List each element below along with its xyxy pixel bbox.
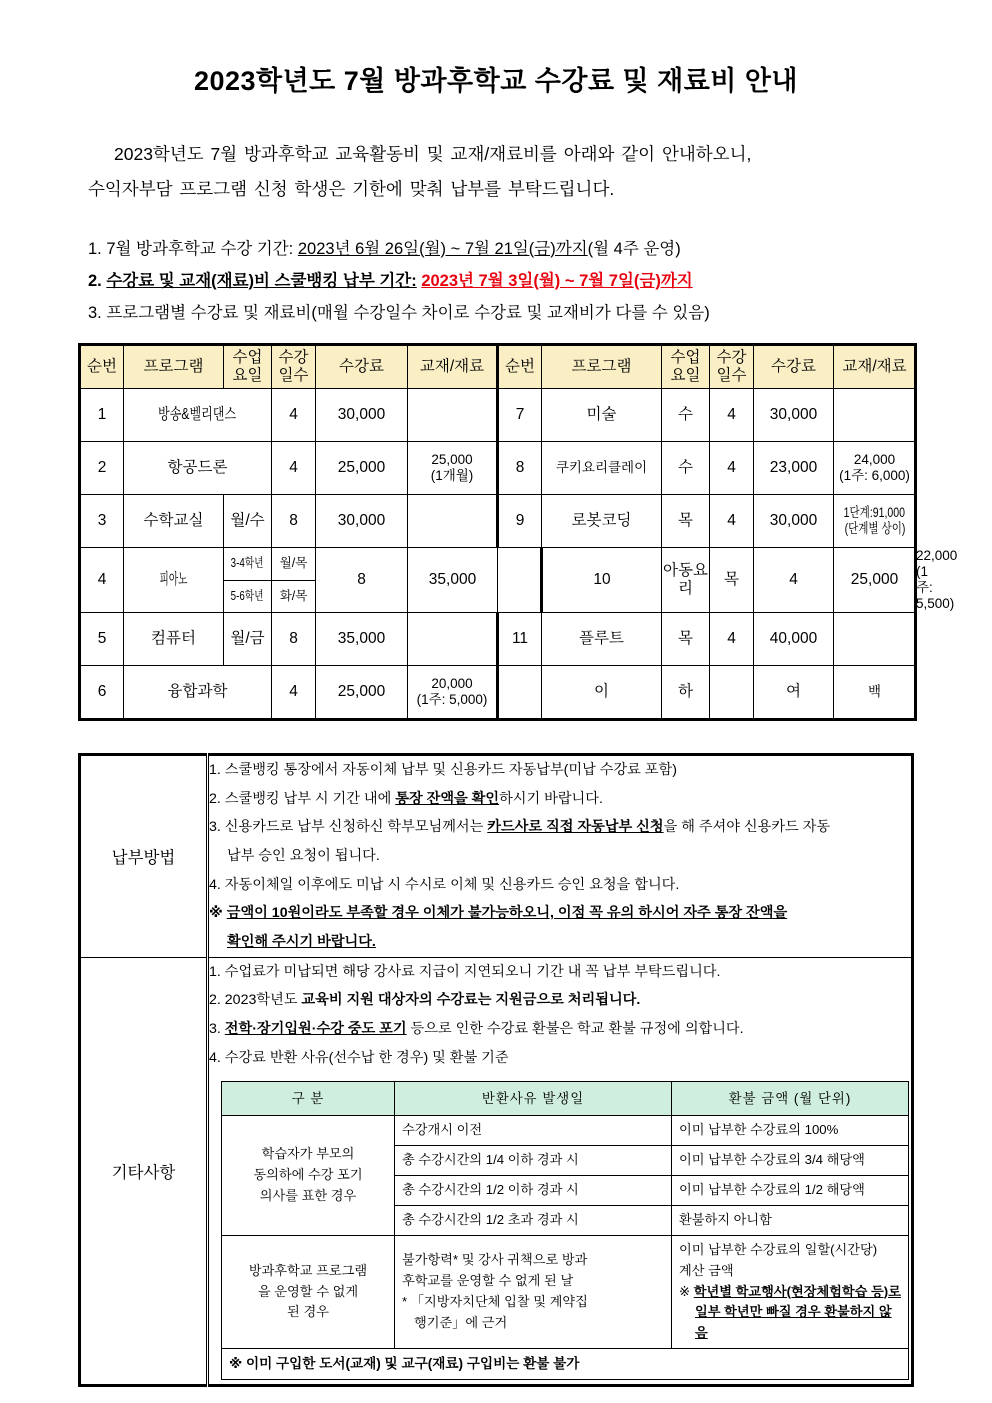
cell-grade-text: 3-4학년 [231, 556, 264, 571]
notice-2-number: 2. [88, 271, 102, 290]
table-row [80, 389, 916, 442]
payment-method-body [208, 754, 913, 957]
cell-fee: 40,000 [754, 612, 834, 665]
refund-amount-note-cont [679, 1302, 901, 1344]
table-row [80, 495, 916, 548]
cell-program: 아동요리 [662, 548, 710, 613]
header-left-day-line2: 요일 [232, 367, 263, 385]
cell-program: 이 [542, 665, 662, 719]
refund-header-row [222, 1082, 909, 1116]
fee-table-wrapper [78, 343, 958, 721]
cell-material [408, 442, 498, 495]
item-number: 2. [209, 790, 221, 807]
item-number: 3. [209, 1021, 221, 1038]
cell-count: 8 [272, 495, 316, 548]
cell-program: 수학교실 [124, 495, 224, 548]
cell-no: 10 [542, 548, 662, 613]
list-item-continuation: 납부 승인 요청이 됩니다. [227, 847, 380, 864]
list-item [209, 756, 911, 785]
cell-material [834, 442, 916, 495]
cell-no: 1 [80, 389, 124, 442]
list-item [209, 1044, 911, 1073]
cell-fee: 30,000 [316, 389, 408, 442]
refund-footnote-row [222, 1349, 909, 1379]
cell-day: 월/목 [272, 548, 316, 580]
other-matters-label: 기타사항 [80, 957, 208, 1385]
list-item [209, 871, 911, 900]
cell-day: 수 [662, 389, 710, 442]
refund-reason: 수강개시 이전 [395, 1116, 672, 1146]
refund-footnote: ※ 이미 구입한 도서(교재) 및 교구(재료) 구입비는 환불 불가 [222, 1349, 909, 1379]
item-text: 수강료 반환 사유(선수납 한 경우) 및 환불 기준 [224, 1049, 509, 1066]
cell-material: 백 [834, 665, 916, 719]
cell-material [408, 665, 498, 719]
asterisk-note-continuation [209, 928, 911, 957]
cell-material [408, 495, 498, 548]
item-text-pre: 2023학년도 [224, 992, 302, 1009]
cell-program: 항공드론 [124, 442, 272, 495]
cell-program [124, 389, 272, 442]
asterisk-icon: ※ [679, 1283, 691, 1299]
header-right-material: 교재/재료 [834, 345, 916, 389]
list-item [209, 813, 911, 842]
refund-group-label-line2: 동의하에 수강 포기 [253, 1167, 363, 1183]
cell-count: 8 [272, 612, 316, 665]
header-left-day-line1: 수업 [232, 348, 263, 366]
cell-fee: 23,000 [754, 442, 834, 495]
intro-paragraph [0, 97, 992, 205]
intro-line-2: 수익자부담 프로그램 신청 학생은 기한에 맞춰 납부를 부탁드립니다. [88, 178, 615, 199]
item-number: 1. [209, 963, 221, 980]
refund-reason-line3: * 「지방자치단체 입찰 및 계약집 [402, 1293, 588, 1309]
cell-count: 4 [710, 495, 754, 548]
notice-list [0, 206, 992, 330]
header-left-count-line2: 일수 [278, 367, 309, 385]
cell-count: 4 [272, 389, 316, 442]
notice-3-number: 3. [88, 303, 102, 322]
cell-grade [224, 548, 272, 580]
header-right-program: 프로그램 [542, 345, 662, 389]
cell-count: 8 [316, 548, 408, 613]
cell-fee: 30,000 [316, 495, 408, 548]
cell-program: 쿠키요리클레이 [542, 442, 662, 495]
notice-3-text: 프로그램별 수강료 및 재료비(매월 수강일수 차이로 수강료 및 교재비가 다를 수 있음) [106, 303, 710, 322]
intro-line-1: 2023학년도 7월 방과후학교 교육활동비 및 교재/재료비를 아래와 같이 안내하오니, [114, 144, 752, 165]
other-matters-body [208, 957, 913, 1385]
item-number: 3. [209, 819, 221, 836]
cell-no: 8 [498, 442, 542, 495]
table-row [80, 548, 916, 580]
refund-amount-line2: 계산 금액 [679, 1262, 734, 1278]
cell-material-note: (1주: 5,500) [916, 564, 955, 611]
item-text: 수업료가 미납되면 해당 강사료 지급이 지연되오니 기간 내 꼭 납부 부탁드립니다. [224, 963, 721, 980]
fee-table-header-row [80, 345, 916, 389]
table-row [80, 612, 916, 665]
cell-material [834, 612, 916, 665]
cell-material-note: (단계별 상이) [844, 521, 905, 537]
payment-method-row [80, 754, 913, 957]
item-number: 2. [209, 992, 221, 1009]
cell-material-amount: 24,000 [853, 452, 896, 468]
cell-fee: 25,000 [316, 442, 408, 495]
notice-item-3 [88, 297, 992, 329]
item-number: 1. [209, 761, 221, 778]
cell-day: 월/수 [224, 495, 272, 548]
cell-no: 4 [80, 548, 124, 613]
refund-reason: 총 수강시간의 1/4 이하 경과 시 [395, 1146, 672, 1176]
table-row [80, 665, 916, 719]
header-left-fee: 수강료 [316, 345, 408, 389]
item-text-emph: 전학·장기입원·수강 중도 포기 [224, 1021, 407, 1038]
cell-material-note: (1주: 6,000) [839, 468, 910, 484]
item-text-post: 을 해 주셔야 신용카드 자동 [663, 819, 831, 836]
item-text: 스쿨뱅킹 통장에서 자동이체 납부 및 신용카드 자동납부(미납 수강료 포함) [224, 761, 677, 778]
item-text-emph: 카드사로 직접 자동납부 신청 [487, 819, 664, 836]
refund-table-wrapper [221, 1081, 911, 1379]
refund-group-label [222, 1235, 395, 1348]
header-right-fee: 수강료 [754, 345, 834, 389]
cell-material [408, 389, 498, 442]
cell-program-text: 피아노 [159, 570, 188, 588]
notice-item-1 [88, 233, 992, 265]
cell-material [834, 495, 916, 548]
table-row [222, 1116, 909, 1146]
refund-amount-line1: 이미 납부한 수강료의 일할(시간당) [679, 1241, 878, 1257]
list-item [209, 1015, 911, 1044]
cell-grade [224, 580, 272, 612]
info-table-wrapper [78, 753, 914, 1387]
table-row [80, 442, 916, 495]
item-number: 4. [209, 876, 221, 893]
info-table [78, 753, 914, 1387]
cell-material [408, 612, 498, 665]
cell-day: 하 [662, 665, 710, 719]
cell-fee: 30,000 [754, 495, 834, 548]
refund-group-label-line1: 학습자가 부모의 [261, 1146, 355, 1162]
cell-fee: 35,000 [316, 612, 408, 665]
cell-day: 수 [662, 442, 710, 495]
refund-group-label-line3: 의사를 표한 경우 [259, 1188, 357, 1204]
list-item [209, 986, 911, 1015]
header-right-count-line2: 일수 [716, 367, 747, 385]
cell-material-amount: 1단계:91,000 [843, 505, 906, 521]
item-text-post: 등으로 인한 수강료 환불은 학교 환불 규정에 의합니다. [406, 1021, 744, 1038]
list-item [209, 958, 911, 987]
asterisk-icon: ※ [209, 905, 223, 922]
cell-grade-text: 5-6학년 [231, 588, 264, 603]
cell-material [498, 548, 542, 613]
notice-1-tail: (월 4주 운영) [587, 239, 681, 258]
cell-fee: 35,000 [408, 548, 498, 613]
notice-1-number: 1. [88, 239, 102, 258]
cell-count [710, 665, 754, 719]
cell-material-amount: 22,000 [916, 548, 958, 564]
refund-header-reason: 반환사유 발생일 [395, 1082, 672, 1116]
refund-reason: 총 수강시간의 1/2 이하 경과 시 [395, 1176, 672, 1206]
header-right-day-line1: 수업 [670, 348, 701, 366]
cell-program: 로봇코딩 [542, 495, 662, 548]
refund-group-label [222, 1116, 395, 1235]
other-matters-row [80, 957, 913, 1385]
notice-2-label: 수강료 및 교재(재료)비 스쿨뱅킹 납부 기간: [106, 271, 417, 290]
notice-2-value: 2023년 7월 3일(월) ~ 7월 7일(금)까지 [421, 271, 693, 290]
cell-no: 2 [80, 442, 124, 495]
header-right-no: 순번 [498, 345, 542, 389]
cell-count: 4 [710, 389, 754, 442]
header-left-count-line1: 수강 [278, 348, 309, 366]
cell-program: 미술 [542, 389, 662, 442]
cell-no: 5 [80, 612, 124, 665]
asterisk-note-line1: 금액이 10원이라도 부족할 경우 이체가 불가능하오니, 이점 꼭 유의 하시어 자주 통장 잔액을 [226, 905, 788, 922]
cell-no: 11 [498, 612, 542, 665]
cell-no: 9 [498, 495, 542, 548]
refund-amount: 이미 납부한 수강료의 100% [672, 1116, 909, 1146]
refund-reason-line1: 불가항력* 및 강사 귀책으로 방과 [402, 1252, 588, 1268]
header-right-day [662, 345, 710, 389]
cell-no [498, 665, 542, 719]
cell-fee: 30,000 [754, 389, 834, 442]
cell-count: 4 [710, 442, 754, 495]
cell-material [834, 389, 916, 442]
cell-material-amount: 25,000 [431, 452, 473, 468]
refund-header-division: 구 분 [222, 1082, 395, 1116]
header-left-no: 순번 [80, 345, 124, 389]
item-text-post: 하시기 바랍니다. [499, 790, 603, 807]
refund-group-label-line2: 을 운영할 수 없게 [257, 1283, 359, 1299]
header-left-count [272, 345, 316, 389]
item-text-emph: 통장 잔액을 확인 [395, 790, 500, 807]
notice-1-label: 7월 방과후학교 수강 기간: [106, 239, 294, 258]
asterisk-note [209, 899, 911, 928]
refund-amount: 이미 납부한 수강료의 1/2 해당액 [672, 1176, 909, 1206]
page-title: 2023학년도 7월 방과후학교 수강료 및 재료비 안내 [193, 66, 799, 96]
cell-program: 융합과학 [124, 665, 272, 719]
fee-table [78, 343, 958, 721]
cell-day: 목 [710, 548, 754, 613]
refund-table [221, 1081, 909, 1379]
refund-reason [395, 1235, 672, 1348]
refund-reason-line2: 후학교를 운영할 수 없게 된 날 [402, 1273, 574, 1289]
cell-program: 플루트 [542, 612, 662, 665]
cell-count: 4 [710, 612, 754, 665]
refund-amount-note [679, 1282, 901, 1303]
cell-fee: 여 [754, 665, 834, 719]
refund-amount-line4: 일부 학년만 빠질 경우 환불하지 않음 [695, 1304, 892, 1341]
table-row [222, 1235, 909, 1348]
header-left-day [224, 345, 272, 389]
cell-day: 목 [662, 612, 710, 665]
refund-header-amount: 환불 금액 (월 단위) [672, 1082, 909, 1116]
refund-amount [672, 1235, 909, 1348]
cell-day: 월/금 [224, 612, 272, 665]
cell-material-note: (1주: 5,000) [416, 691, 488, 707]
asterisk-note-line2: 확인해 주시기 바랍니다. [227, 933, 376, 950]
refund-amount: 이미 납부한 수강료의 3/4 해당액 [672, 1146, 909, 1176]
cell-material-amount: 20,000 [431, 675, 473, 691]
cell-no: 6 [80, 665, 124, 719]
cell-fee: 25,000 [316, 665, 408, 719]
header-right-day-line2: 요일 [670, 367, 701, 385]
cell-count: 4 [754, 548, 834, 613]
header-right-count-line1: 수강 [716, 348, 747, 366]
cell-program-text: 방송&벨리댄스 [158, 406, 237, 424]
cell-fee: 25,000 [834, 548, 916, 613]
refund-group-label-line1: 방과후학교 프로그램 [248, 1262, 368, 1278]
cell-day: 목 [662, 495, 710, 548]
notice-1-value: 2023년 6월 26일(월) ~ 7월 21일(금)까지 [297, 239, 588, 258]
payment-method-label: 납부방법 [80, 754, 208, 957]
cell-no: 7 [498, 389, 542, 442]
refund-reason: 총 수강시간의 1/2 초과 경과 시 [395, 1205, 672, 1235]
cell-count: 4 [272, 442, 316, 495]
list-item [209, 785, 911, 814]
item-text-emph: 교육비 지원 대상자의 수강료는 지원금으로 처리됩니다. [301, 992, 641, 1009]
refund-reason-line4: 행기준」에 근거 [414, 1314, 508, 1330]
refund-amount: 환불하지 아니함 [672, 1205, 909, 1235]
notice-item-2 [88, 265, 992, 297]
item-text-pre: 신용카드로 납부 신청하신 학부모님께서는 [224, 819, 488, 836]
refund-amount-line3: 학년별 학교행사(현장체험학습 등)로 [693, 1283, 901, 1299]
header-left-material: 교재/재료 [408, 345, 498, 389]
cell-program [124, 548, 224, 613]
cell-count: 4 [272, 665, 316, 719]
cell-program: 컴퓨터 [124, 612, 224, 665]
item-text: 자동이체일 이후에도 미납 시 수시로 이체 및 신용카드 승인 요청을 합니다. [224, 876, 680, 893]
item-number: 4. [209, 1049, 221, 1066]
refund-group-label-line3: 된 경우 [287, 1304, 329, 1320]
header-left-program: 프로그램 [124, 345, 224, 389]
header-right-count [710, 345, 754, 389]
cell-no: 3 [80, 495, 124, 548]
cell-material-note: (1개월) [430, 468, 474, 484]
cell-day: 화/목 [272, 580, 316, 612]
item-text-pre: 스쿨뱅킹 납부 시 기간 내에 [224, 790, 396, 807]
